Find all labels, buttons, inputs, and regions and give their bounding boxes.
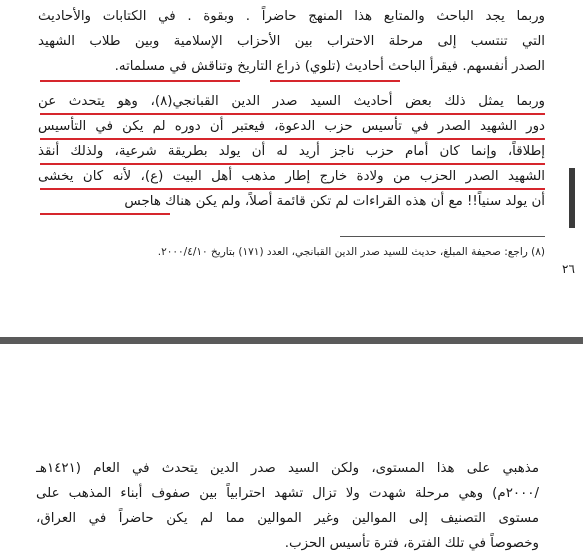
- text-line-2: التي تنتسب إلى مرحلة الاحتراب بين الأحزاب الإسلامية وبين طلاب الشهيد: [38, 34, 545, 49]
- bottom-text-line-3: مستوى التصنيف إلى الموالين وغير الموالين مما لم يكن حاضراً في العراق،: [36, 511, 539, 526]
- underline-line-8: [40, 213, 170, 215]
- text-line-1: وربما يجد الباحث والمتابع هذا المنهج حاضراً . وبقوة . في الكتابات والأحاديث: [38, 9, 545, 24]
- underline-line-4: [40, 113, 545, 115]
- text-line-6: إطلاقاً، وإنما كان أمام حزب ناجز أريد له أن يولد بطريقة شرعية، ولذلك أنقذ: [38, 144, 545, 159]
- footnote-rule: [340, 236, 545, 237]
- footnote: (٨) راجع: صحيفة المبلغ، حديث للسيد صدر الدين القبانجي، العدد (١٧١) بتاريخ ٢٠٠٠/٤/١٠.: [157, 246, 545, 258]
- bottom-text-line-4: وخصوصاً في تلك الفترة، فترة تأسيس الحزب.: [284, 536, 539, 551]
- margin-bar: [569, 168, 575, 228]
- text-line-4: وربما يمثل ذلك بعض أحاديث السيد صدر الدين القبانجي(٨)، وهو يتحدث عن: [38, 94, 545, 109]
- underline-line-7: [40, 188, 545, 190]
- text-line-5: دور الشهيد الصدر في تأسيس حزب الدعوة، فيعتبر أن دوره لم يكن في التأسيس: [38, 119, 545, 134]
- bottom-text-line-2: /٢٠٠٠م) وهي مرحلة شهدت ولا تزال تشهد احترابياً بين صفوف أبناء المذهب على: [36, 486, 539, 501]
- underline-line-5: [40, 138, 545, 140]
- text-line-7: الشهيد الصدر الحزب من ولادة خارج إطار مذهب أهل البيت (ع)، لأنه كان يخشى: [38, 169, 545, 184]
- page-divider: [0, 337, 583, 344]
- underline-line-3b: [270, 80, 400, 82]
- underline-line-3a: [40, 80, 240, 82]
- page-number: ٢٦: [562, 262, 575, 276]
- underline-line-6: [40, 163, 545, 165]
- text-line-8: أن يولد سنياً!! مع أن هذه القراءات لم تكن قائمة أصلاً، ولم يكن هناك هاجس: [124, 194, 545, 209]
- bottom-page: [0, 350, 583, 557]
- text-line-3: الصدر أنفسهم. فيقرأ الباحث أحاديث (تلوي) ذراع التاريخ وتناقش في مسلماته.: [114, 59, 545, 74]
- bottom-text-line-1: مذهبي على هذا المستوى، ولكن السيد صدر الدين يتحدث في العام (١٤٢١هـ: [36, 461, 539, 476]
